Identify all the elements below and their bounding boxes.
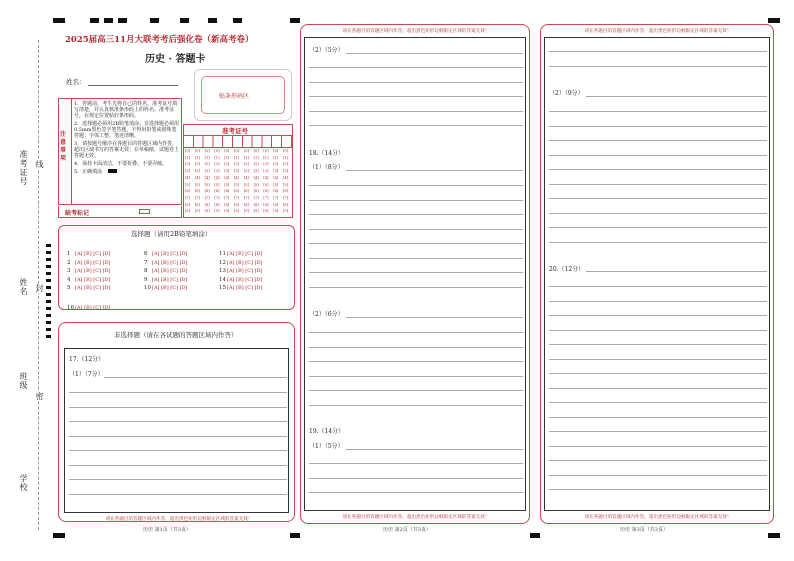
- position-mark: [180, 18, 189, 23]
- exam-digit-bubble[interactable]: [8]: [253, 202, 259, 207]
- exam-digit-bubble[interactable]: [9]: [263, 209, 269, 214]
- answer-line[interactable]: [549, 402, 767, 403]
- exam-digit-bubble[interactable]: [2]: [283, 162, 289, 167]
- exam-digit-bubble[interactable]: [7]: [253, 195, 259, 200]
- exam-digit-bubble[interactable]: [3]: [253, 169, 259, 174]
- answer-line[interactable]: [309, 478, 523, 479]
- exam-digit-bubble[interactable]: [4]: [194, 175, 200, 180]
- exam-digit-bubble[interactable]: [4]: [243, 175, 249, 180]
- q18-1-label: （1）（8分）: [309, 164, 344, 171]
- exam-digit-bubble[interactable]: [0]: [214, 149, 220, 153]
- warning-text: 请在各题目的答题区域内作答，超出黑色矩形边框限定区域的答案无效！: [584, 515, 732, 520]
- exam-digit-bubble[interactable]: [5]: [194, 182, 200, 187]
- position-mark: [768, 18, 780, 23]
- exam-digit-bubble[interactable]: [7]: [263, 195, 269, 200]
- choice-question[interactable]: [67, 294, 113, 313]
- exam-digit-bubble[interactable]: [2]: [234, 162, 240, 167]
- exam-digit-bubble[interactable]: [3]: [224, 169, 230, 174]
- position-mark: [530, 533, 540, 538]
- exam-number-grid[interactable]: [184, 149, 292, 217]
- exam-digit-bubble[interactable]: [3]: [234, 169, 240, 174]
- exam-digit-bubble[interactable]: [5]: [234, 182, 240, 187]
- choice-grid: [59, 240, 294, 310]
- choice-question-number: 4: [67, 276, 71, 283]
- exam-digit-bubble[interactable]: [3]: [204, 169, 210, 174]
- answer-line[interactable]: [309, 82, 523, 83]
- exam-digit-bubble[interactable]: [8]: [273, 202, 279, 207]
- timing-mark: [46, 265, 51, 268]
- choice-question[interactable]: [67, 274, 113, 293]
- notice-heading: 注意事项: [60, 131, 67, 162]
- exam-digit-bubble[interactable]: [8]: [204, 202, 210, 207]
- q17-1-label: （1）（7分）: [69, 371, 104, 378]
- exam-digit-bubble[interactable]: [1]: [185, 155, 191, 160]
- page3-answer-box[interactable]: [544, 37, 770, 511]
- choice-options[interactable]: [A] [B] [C] [D]: [152, 276, 188, 283]
- notice-divider: [71, 99, 72, 204]
- q17-label: 17.（12分）: [69, 356, 105, 363]
- exam-digit-bubble[interactable]: [8]: [283, 202, 289, 207]
- choice-options[interactable]: [A] [B] [C] [D]: [227, 259, 263, 266]
- answer-line[interactable]: [309, 96, 523, 97]
- exam-digit-bubble[interactable]: [5]: [185, 182, 191, 187]
- answer-line[interactable]: [69, 494, 287, 495]
- timing-mark: [46, 258, 51, 261]
- exam-digit-bubble[interactable]: [6]: [234, 189, 240, 194]
- exam-digit-bubble[interactable]: [8]: [224, 202, 230, 207]
- timing-mark: [46, 272, 51, 275]
- exam-digit-bubble[interactable]: [7]: [194, 195, 200, 200]
- position-mark: [208, 18, 217, 23]
- choice-options[interactable]: [A] [B] [C] [D]: [227, 251, 263, 257]
- exam-digit-bubble[interactable]: [7]: [214, 195, 220, 200]
- answer-line[interactable]: [309, 332, 523, 333]
- choice-options[interactable]: [A] [B] [C] [D]: [75, 259, 111, 266]
- choice-options[interactable]: [A] [B] [C] [D]: [152, 285, 188, 292]
- answer-line[interactable]: [549, 184, 767, 185]
- exam-digit-bubble[interactable]: [2]: [204, 162, 210, 167]
- exam-digit-bubble[interactable]: [9]: [204, 209, 210, 214]
- exam-digit-bubble[interactable]: [0]: [234, 149, 240, 153]
- choice-options[interactable]: [A] [B] [C] [D]: [75, 285, 111, 292]
- choice-question-number: 13: [219, 268, 226, 275]
- timing-mark: [46, 279, 51, 282]
- side-label-seal: 封: [35, 284, 44, 293]
- answer-line[interactable]: [69, 450, 287, 451]
- exam-digit-bubble[interactable]: [9]: [214, 209, 220, 214]
- notice-box: [58, 98, 182, 205]
- choice-options[interactable]: [A] [B] [C] [D]: [152, 268, 188, 275]
- answer-line[interactable]: [309, 287, 523, 288]
- answer-line[interactable]: [549, 373, 767, 374]
- answer-line[interactable]: [549, 242, 767, 243]
- exam-digit-bubble[interactable]: [2]: [185, 162, 191, 167]
- answer-line[interactable]: [104, 377, 287, 378]
- exam-digit-bubble[interactable]: [4]: [204, 175, 210, 180]
- exam-digit-bubble[interactable]: [7]: [243, 195, 249, 200]
- exam-digit-bubble[interactable]: [4]: [283, 175, 289, 180]
- exam-digit-bubble[interactable]: [6]: [204, 189, 210, 194]
- exam-digit-bubble[interactable]: [2]: [273, 162, 279, 167]
- answer-line[interactable]: [309, 390, 523, 391]
- exam-digit-bubble[interactable]: [8]: [234, 202, 240, 207]
- exam-digit-bubble[interactable]: [2]: [194, 162, 200, 167]
- exam-digit-bubble[interactable]: [6]: [224, 189, 230, 194]
- choice-question-number: 14: [219, 276, 226, 283]
- answer-line[interactable]: [309, 492, 523, 493]
- timing-mark: [46, 335, 51, 338]
- timing-mark: [46, 328, 51, 331]
- choice-options[interactable]: [A] [B] [C] [D]: [75, 251, 111, 257]
- position-mark: [90, 18, 99, 23]
- answer-line[interactable]: [549, 286, 767, 287]
- page2-panel: [300, 24, 530, 524]
- answer-line[interactable]: [549, 359, 767, 360]
- exam-digit-bubble[interactable]: [6]: [273, 189, 279, 194]
- answer-line[interactable]: [549, 66, 767, 67]
- exam-digit-bubble[interactable]: [1]: [194, 155, 200, 160]
- exam-digit-bubble[interactable]: [5]: [263, 182, 269, 187]
- answer-line[interactable]: [549, 227, 767, 228]
- choice-question-number: 9: [144, 276, 148, 283]
- choice-title: 选择题（请用2B铅笔填涂）: [131, 230, 212, 238]
- side-label-exam-no: 准考证号: [19, 150, 28, 186]
- choice-options[interactable]: [A] [B] [C] [D]: [75, 268, 111, 275]
- q18-2-label: （2）（6分）: [309, 311, 344, 318]
- name-label: 姓名：: [66, 78, 86, 86]
- warning-text: 请在各题目的答题区域内作答，超出黑色矩形边框限定区域的答案无效！: [342, 29, 490, 34]
- exam-digit-bubble[interactable]: [5]: [243, 182, 249, 187]
- choice-options[interactable]: [A] [B] [C] [D]: [152, 259, 188, 266]
- absent-label: 缺考标记: [65, 210, 90, 217]
- answer-line[interactable]: [309, 125, 523, 126]
- exam-digit-bubble[interactable]: [1]: [234, 155, 240, 160]
- answer-line[interactable]: [309, 361, 523, 362]
- exam-digit-bubble[interactable]: [1]: [263, 155, 269, 160]
- answer-line[interactable]: [309, 463, 523, 464]
- exam-digit-bubble[interactable]: [4]: [224, 175, 230, 180]
- position-mark: [290, 533, 300, 538]
- q20-label: 20.（12分）: [549, 266, 585, 273]
- timing-mark: [46, 300, 51, 303]
- answer-line[interactable]: [309, 405, 523, 406]
- answer-line[interactable]: [549, 140, 767, 141]
- choice-options[interactable]: [A] [B] [C] [D]: [227, 285, 263, 292]
- exam-digit-bubble[interactable]: [5]: [283, 182, 289, 187]
- exam-number-input-row[interactable]: [184, 135, 292, 148]
- timing-mark: [46, 244, 51, 247]
- timing-mark: [46, 307, 51, 310]
- exam-digit-bubble[interactable]: [2]: [253, 162, 259, 167]
- answer-line[interactable]: [309, 214, 523, 215]
- answer-line[interactable]: [549, 460, 767, 461]
- exam-digit-bubble[interactable]: [5]: [224, 182, 230, 187]
- choice-options[interactable]: [A] [B] [C] [D]: [227, 268, 263, 275]
- answer-line[interactable]: [346, 53, 523, 54]
- exam-digit-bubble[interactable]: [4]: [263, 175, 269, 180]
- page3-panel: [540, 24, 774, 524]
- position-mark: [104, 18, 113, 23]
- choice-panel: [58, 225, 295, 310]
- answer-line[interactable]: [309, 185, 523, 186]
- exam-digit-bubble[interactable]: [6]: [263, 189, 269, 194]
- exam-digit-bubble[interactable]: [1]: [243, 155, 249, 160]
- exam-digit-bubble[interactable]: [3]: [194, 169, 200, 174]
- answer-line[interactable]: [69, 465, 287, 466]
- exam-digit-bubble[interactable]: [3]: [273, 169, 279, 174]
- exam-digit-bubble[interactable]: [4]: [185, 175, 191, 180]
- nonchoice-panel: [58, 322, 295, 522]
- warning-text: 请在各题目的答题区域内作答，超出黑色矩形边框限定区域的答案无效！: [584, 29, 732, 34]
- answer-line[interactable]: [549, 344, 767, 345]
- choice-question-number: 16: [67, 304, 74, 311]
- notice-item: 3．请按题号顺序在各题目的答题区域内作答，超出区域书写的答案无效；在草稿纸、试题卷上答题无效。: [74, 141, 180, 159]
- exam-digit-bubble[interactable]: [4]: [214, 175, 220, 180]
- exam-digit-bubble[interactable]: [8]: [243, 202, 249, 207]
- q19-2-label: （2）（9分）: [549, 90, 584, 97]
- exam-number-box: [183, 124, 293, 218]
- exam-digit-bubble[interactable]: [9]: [253, 209, 259, 214]
- answer-line[interactable]: [69, 407, 287, 408]
- notice-item: 1．答题前，考生先将自己的姓名、准考证号填写清楚，并认真核准条形码上的姓名、准考证号，在规定位置贴好条形码。: [74, 101, 178, 119]
- answer-line[interactable]: [549, 388, 767, 389]
- exam-digit-bubble[interactable]: [8]: [185, 202, 191, 207]
- choice-question-number: 5: [67, 285, 71, 292]
- exam-digit-bubble[interactable]: [0]: [204, 149, 210, 153]
- timing-mark: [46, 251, 51, 254]
- exam-digit-bubble[interactable]: [2]: [214, 162, 220, 167]
- exam-digit-bubble[interactable]: [0]: [224, 149, 230, 153]
- choice-question-number: 15: [219, 285, 226, 292]
- side-label-dense: 密: [35, 392, 44, 401]
- answer-line[interactable]: [346, 317, 523, 318]
- exam-digit-bubble[interactable]: [1]: [214, 155, 220, 160]
- answer-line[interactable]: [549, 111, 767, 112]
- choice-options[interactable]: [A] [B] [C] [D]: [227, 276, 263, 283]
- exam-digit-bubble[interactable]: [0]: [253, 149, 259, 153]
- exam-digit-bubble[interactable]: [7]: [204, 195, 210, 200]
- exam-digit-bubble[interactable]: [7]: [283, 195, 289, 200]
- choice-question-number: 3: [67, 268, 71, 275]
- warning-text: 请在各题目的答题区域内作答，超出黑色矩形边框限定区域的答案无效！: [342, 515, 490, 520]
- q18-label: 18.（14分）: [309, 150, 345, 157]
- choice-question-number: 11: [219, 251, 226, 257]
- barcode-area[interactable]: [194, 69, 292, 121]
- exam-digit-bubble[interactable]: [5]: [253, 182, 259, 187]
- answer-line[interactable]: [549, 126, 767, 127]
- exam-digit-bubble[interactable]: [7]: [185, 195, 191, 200]
- exam-digit-bubble[interactable]: [1]: [204, 155, 210, 160]
- choice-question-number: 2: [67, 259, 71, 266]
- position-mark: [290, 18, 300, 23]
- choice-options[interactable]: [A] [B] [C] [D]: [75, 304, 111, 311]
- exam-title: 2025届高三11月大联考考后强化卷（新高考卷）: [65, 35, 254, 45]
- answer-line[interactable]: [346, 449, 523, 450]
- answer-line[interactable]: [69, 436, 287, 437]
- exam-digit-bubble[interactable]: [3]: [185, 169, 191, 174]
- position-mark: [118, 18, 127, 23]
- answer-line[interactable]: [309, 67, 523, 68]
- exam-digit-bubble[interactable]: [6]: [185, 189, 191, 194]
- exam-digit-bubble[interactable]: [2]: [243, 162, 249, 167]
- exam-digit-bubble[interactable]: [1]: [283, 155, 289, 160]
- footer-page-1: 历史 第1页（共3页）: [143, 527, 191, 533]
- answer-line[interactable]: [549, 315, 767, 316]
- choice-question-number: 12: [219, 259, 226, 266]
- answer-line[interactable]: [346, 170, 523, 171]
- side-label-name: 姓名: [19, 278, 28, 296]
- timing-mark: [46, 293, 51, 296]
- answer-line[interactable]: [549, 169, 767, 170]
- side-label-line: 线: [35, 160, 44, 169]
- exam-number-label: 准考证号: [222, 127, 248, 135]
- exam-digit-bubble[interactable]: [1]: [224, 155, 230, 160]
- position-mark: [150, 18, 159, 23]
- exam-digit-bubble[interactable]: [7]: [273, 195, 279, 200]
- exam-digit-bubble[interactable]: [0]: [243, 149, 249, 153]
- answer-line[interactable]: [549, 155, 767, 156]
- answer-line[interactable]: [549, 489, 767, 490]
- exam-digit-bubble[interactable]: [8]: [214, 202, 220, 207]
- position-mark: [768, 533, 780, 538]
- exam-digit-bubble[interactable]: [9]: [283, 209, 289, 214]
- exam-digit-bubble[interactable]: [3]: [283, 169, 289, 174]
- barcode-label: 贴条形码区: [219, 93, 250, 100]
- exam-digit-bubble[interactable]: [9]: [185, 209, 191, 214]
- answer-line[interactable]: [309, 229, 523, 230]
- answer-line[interactable]: [549, 198, 767, 199]
- exam-digit-bubble[interactable]: [3]: [243, 169, 249, 174]
- answer-line[interactable]: [309, 111, 523, 112]
- notice-item: 4．保持卡面清洁，不要折叠、不要弄破。: [74, 161, 168, 167]
- answer-line[interactable]: [69, 479, 287, 480]
- exam-digit-bubble[interactable]: [2]: [263, 162, 269, 167]
- exam-digit-bubble[interactable]: [1]: [273, 155, 279, 160]
- exam-digit-bubble[interactable]: [7]: [234, 195, 240, 200]
- position-mark: [53, 18, 65, 23]
- exam-digit-bubble[interactable]: [0]: [273, 149, 279, 153]
- timing-mark: [46, 286, 51, 289]
- choice-options[interactable]: [A] [B] [C] [D]: [152, 251, 188, 257]
- answer-line[interactable]: [69, 392, 287, 393]
- exam-digit-bubble[interactable]: [9]: [194, 209, 200, 214]
- exam-digit-bubble[interactable]: [0]: [194, 149, 200, 153]
- q19-1-label: （1）（5分）: [309, 443, 344, 450]
- answer-line[interactable]: [549, 330, 767, 331]
- q17-2-label: （2）（5分）: [309, 47, 344, 54]
- exam-digit-bubble[interactable]: [2]: [224, 162, 230, 167]
- choice-question-number: 1: [67, 251, 71, 257]
- answer-line[interactable]: [549, 446, 767, 447]
- answer-line[interactable]: [549, 51, 767, 52]
- notice-list: [74, 101, 180, 175]
- position-mark: [233, 18, 242, 23]
- answer-line[interactable]: [309, 258, 523, 259]
- exam-digit-bubble[interactable]: [9]: [224, 209, 230, 214]
- exam-digit-bubble[interactable]: [4]: [234, 175, 240, 180]
- exam-digit-bubble[interactable]: [5]: [273, 182, 279, 187]
- exam-digit-bubble[interactable]: [0]: [263, 149, 269, 153]
- choice-question-number: 6: [144, 251, 148, 257]
- answer-line[interactable]: [549, 301, 767, 302]
- q19-label: 19.（14分）: [309, 428, 345, 435]
- side-label-school: 学校: [19, 474, 28, 492]
- exam-digit-bubble[interactable]: [5]: [204, 182, 210, 187]
- exam-digit-bubble[interactable]: [7]: [224, 195, 230, 200]
- answer-line[interactable]: [309, 200, 523, 201]
- absent-row: [58, 206, 182, 218]
- choice-question[interactable]: [144, 274, 190, 293]
- exam-digit-bubble[interactable]: [6]: [283, 189, 289, 194]
- answer-line[interactable]: [586, 271, 767, 272]
- timing-mark: [46, 321, 51, 324]
- timing-mark: [46, 314, 51, 317]
- answer-line[interactable]: [309, 243, 523, 244]
- nonchoice-title: 非选择题（请在各试题的答题区域内作答）: [114, 331, 238, 339]
- exam-digit-bubble[interactable]: [6]: [253, 189, 259, 194]
- exam-digit-bubble[interactable]: [3]: [263, 169, 269, 174]
- answer-line[interactable]: [549, 213, 767, 214]
- answer-line[interactable]: [549, 417, 767, 418]
- choice-question-number: 7: [144, 259, 148, 266]
- choice-question[interactable]: [219, 274, 265, 293]
- absent-checkbox[interactable]: [139, 209, 150, 214]
- answer-line[interactable]: [309, 272, 523, 273]
- exam-digit-bubble[interactable]: [9]: [243, 209, 249, 214]
- position-mark: [53, 533, 65, 538]
- exam-digit-bubble[interactable]: [0]: [185, 149, 191, 153]
- side-label-class: 班级: [19, 372, 28, 390]
- footer-page-2: 历史 第2页（共3页）: [383, 527, 431, 533]
- answer-line[interactable]: [309, 376, 523, 377]
- exam-digit-bubble[interactable]: [8]: [263, 202, 269, 207]
- name-field[interactable]: [88, 85, 178, 86]
- exam-digit-bubble[interactable]: [9]: [273, 209, 279, 214]
- page2-answer-box[interactable]: [304, 37, 526, 511]
- exam-digit-bubble[interactable]: [3]: [214, 169, 220, 174]
- choice-options[interactable]: [A] [B] [C] [D]: [75, 276, 111, 283]
- exam-digit-bubble[interactable]: [9]: [234, 209, 240, 214]
- filled-mark-example: [108, 169, 117, 173]
- exam-digit-bubble[interactable]: [4]: [273, 175, 279, 180]
- answer-line[interactable]: [586, 96, 767, 97]
- answer-line[interactable]: [549, 475, 767, 476]
- exam-digit-bubble[interactable]: [4]: [253, 175, 259, 180]
- exam-digit-bubble[interactable]: [8]: [194, 202, 200, 207]
- notice-item: 2．选择题必须用2B铅笔填涂；非选择题必须用0.5mm黑色签字笔答题，不得用铅笔或圆珠笔答题；字体工整、笔迹清晰。: [74, 121, 180, 139]
- exam-digit-bubble[interactable]: [6]: [243, 189, 249, 194]
- choice-question-number: 8: [144, 268, 148, 275]
- notice-item-fill-example: 5．正确填涂: [74, 169, 180, 175]
- footer-page-3: 历史 第3页（共3页）: [620, 527, 668, 533]
- subject-title: 历史 · 答题卡: [145, 54, 206, 65]
- exam-digit-bubble[interactable]: [6]: [194, 189, 200, 194]
- exam-digit-bubble[interactable]: [6]: [214, 189, 220, 194]
- warning-text: 请在各题目的答题区域内作答，超出黑色矩形边框限定区域的答案无效！: [105, 517, 253, 522]
- answer-line[interactable]: [69, 421, 287, 422]
- exam-digit-bubble[interactable]: [0]: [283, 149, 289, 153]
- answer-line[interactable]: [309, 347, 523, 348]
- exam-digit-bubble[interactable]: [5]: [214, 182, 220, 187]
- choice-question-number: 10: [144, 285, 151, 292]
- exam-digit-bubble[interactable]: [1]: [253, 155, 259, 160]
- answer-line[interactable]: [549, 431, 767, 432]
